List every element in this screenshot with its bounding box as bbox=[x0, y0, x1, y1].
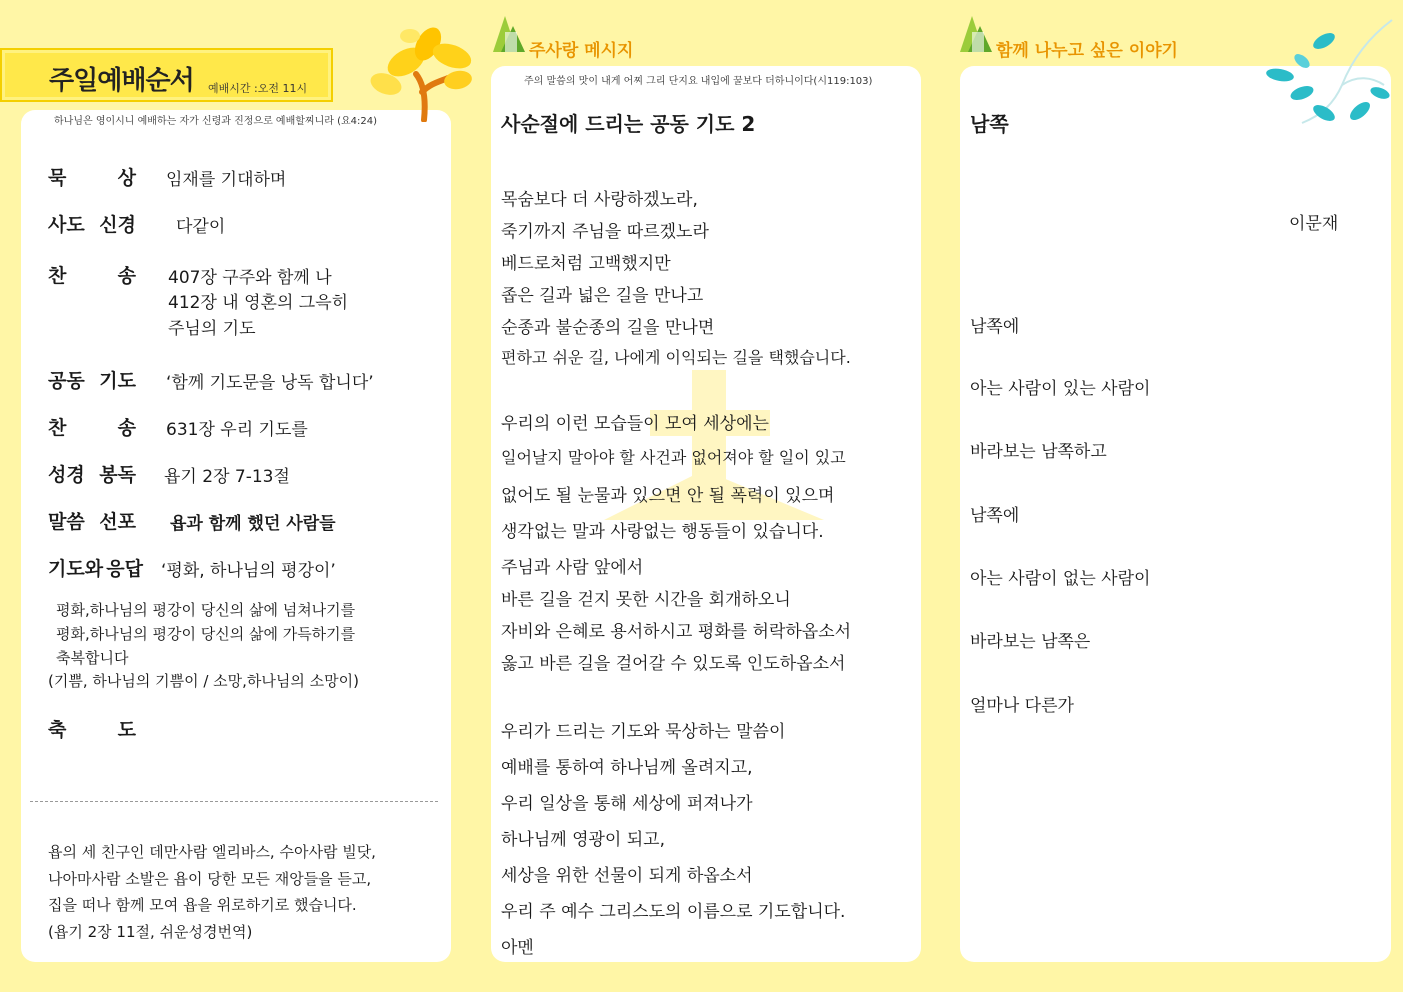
order-label: 묵 bbox=[48, 167, 67, 189]
order-label: 상 bbox=[117, 167, 136, 189]
prayer-line: 우리의 이런 모습들이 모여 세상에는 bbox=[501, 414, 769, 434]
poem-title: 남쪽 bbox=[970, 112, 1009, 136]
order-value: ‘함께 기도문을 낭독 합니다’ bbox=[166, 373, 374, 393]
leaf-branch-icon bbox=[1262, 15, 1397, 135]
order-value: ‘평화, 하나님의 평강이’ bbox=[161, 561, 336, 581]
prayer-line: 아멘 bbox=[501, 938, 534, 958]
poem-line: 얼마나 다른가 bbox=[970, 696, 1074, 716]
prayer-line: 바른 길을 걷지 못한 시간을 회개하오니 bbox=[501, 590, 791, 610]
order-value: 욥기 2장 7-13절 bbox=[164, 467, 290, 487]
order-value: 주님의 기도 bbox=[168, 319, 256, 339]
prayer-line: 옳고 바른 길을 걸어갈 수 있도록 인도하옵소서 bbox=[501, 654, 846, 674]
prayer-line: 자비와 은혜로 용서하시고 평화를 허락하옵소서 bbox=[501, 622, 852, 642]
page-title: 주일예배순서 bbox=[49, 66, 194, 96]
poem-author: 이문재 bbox=[1289, 214, 1339, 234]
poem-line: 남쪽에 bbox=[970, 506, 1020, 526]
order-label: 찬 bbox=[48, 265, 67, 287]
prayer-line: 목숨보다 더 사랑하겠노라, bbox=[501, 190, 698, 210]
section-heading-story: 함께 나누고 싶은 이야기 bbox=[996, 41, 1178, 61]
note-line: (욥기 2장 11절, 쉬운성경번역) bbox=[48, 922, 253, 941]
prayer-line: 없어도 될 눈물과 있으면 안 될 폭력이 있으며 bbox=[501, 486, 835, 506]
prayer-line: 베드로처럼 고백했지만 bbox=[501, 254, 671, 274]
prayer-line: 주님과 사람 앞에서 bbox=[501, 558, 644, 578]
order-label: 성경 bbox=[48, 464, 85, 486]
note-line: 나아마사람 소발은 욥이 당한 모든 재앙들을 듣고, bbox=[48, 869, 372, 888]
prayer-line: 순종과 불순종의 길을 만나면 bbox=[501, 318, 715, 338]
order-label: 신경 bbox=[99, 214, 136, 236]
prayer-line: 우리가 드리는 기도와 묵상하는 말씀이 bbox=[501, 722, 786, 742]
order-value: 631장 우리 기도를 bbox=[166, 420, 308, 440]
tree-icon bbox=[366, 22, 478, 122]
prayer-line: 우리 일상을 통해 세상에 퍼져나가 bbox=[501, 794, 753, 814]
order-label: 찬 bbox=[48, 417, 67, 439]
order-value: 412장 내 영혼의 그윽히 bbox=[168, 293, 349, 313]
prayer-title: 사순절에 드리는 공동 기도 2 bbox=[501, 112, 756, 136]
response-line: (기쁨, 하나님의 기쁨이 / 소망,하나님의 소망이) bbox=[48, 672, 359, 690]
message-verse: 주의 말씀의 맛이 내게 어찌 그리 단지요 내입에 꿀보다 더하니이다(시119:103) bbox=[524, 76, 873, 87]
prayer-line: 좁은 길과 넓은 길을 만나고 bbox=[501, 286, 704, 306]
prayer-line: 일어날지 말아야 할 사건과 없어져야 할 일이 있고 bbox=[501, 448, 846, 467]
prayer-line: 하나님께 영광이 되고, bbox=[501, 830, 666, 850]
sermon-title: 욥과 함께 했던 사람들 bbox=[170, 514, 336, 534]
poem-line: 아는 사람이 있는 사람이 bbox=[970, 379, 1151, 399]
order-label: 말씀 bbox=[48, 511, 85, 533]
order-label: 봉독 bbox=[99, 464, 136, 486]
response-lines bbox=[56, 598, 355, 670]
scripture-note bbox=[48, 839, 376, 945]
order-label: 기도 bbox=[99, 370, 136, 392]
order-value: 다같이 bbox=[176, 217, 226, 237]
order-label: 송 bbox=[117, 265, 136, 287]
response-line: 축복합니다 bbox=[56, 649, 129, 667]
order-label: 선포 bbox=[99, 511, 136, 533]
service-time: 예배시간 :오전 11시 bbox=[208, 82, 308, 95]
poem-line: 아는 사람이 없는 사람이 bbox=[970, 569, 1151, 589]
response-line: 평화,하나님의 평강이 당신의 삶에 넘쳐나기를 bbox=[56, 601, 356, 619]
order-label: 공동 bbox=[48, 370, 85, 392]
note-line: 욥의 세 친구인 데만사람 엘리바스, 수아사람 빌닷, bbox=[48, 843, 376, 861]
prayer-line: 죽기까지 주님을 따르겠노라 bbox=[501, 222, 709, 242]
order-label: 사도 bbox=[48, 214, 85, 236]
order-label: 응답 bbox=[106, 558, 143, 580]
order-value: 407장 구주와 함께 나 bbox=[168, 268, 332, 288]
section-icon bbox=[958, 14, 992, 54]
prayer-line: 편하고 쉬운 길, 나에게 이익되는 길을 택했습니다. bbox=[501, 348, 851, 367]
order-panel bbox=[21, 110, 451, 962]
order-label: 도 bbox=[117, 719, 136, 741]
prayer-line: 우리 주 예수 그리스도의 이름으로 기도합니다. bbox=[501, 902, 846, 922]
prayer-line: 생각없는 말과 사랑없는 행동들이 있습니다. bbox=[501, 522, 824, 542]
order-label: 기도와 bbox=[48, 558, 104, 580]
order-value: 임재를 기대하며 bbox=[166, 170, 287, 190]
divider bbox=[30, 801, 438, 802]
worship-verse: 하나님은 영이시니 예배하는 자가 신령과 진정으로 예배할찌니라 (요4:24) bbox=[54, 116, 377, 127]
order-label: 송 bbox=[117, 417, 136, 439]
response-line: 평화,하나님의 평강이 당신의 삶에 가득하기를 bbox=[56, 625, 356, 643]
story-panel bbox=[960, 66, 1391, 962]
section-icon bbox=[491, 14, 525, 54]
poem-line: 남쪽에 bbox=[970, 317, 1020, 337]
prayer-line: 세상을 위한 선물이 되게 하옵소서 bbox=[501, 866, 753, 886]
poem-line: 바라보는 남쪽은 bbox=[970, 632, 1091, 652]
section-heading-message: 주사랑 메시지 bbox=[529, 41, 634, 61]
poem-line: 바라보는 남쪽하고 bbox=[970, 442, 1107, 462]
prayer-line: 예배를 통하여 하나님께 올려지고, bbox=[501, 758, 753, 778]
note-line: 집을 떠나 함께 모여 욥을 위로하기로 했습니다. bbox=[48, 896, 357, 914]
order-label: 축 bbox=[48, 719, 67, 741]
